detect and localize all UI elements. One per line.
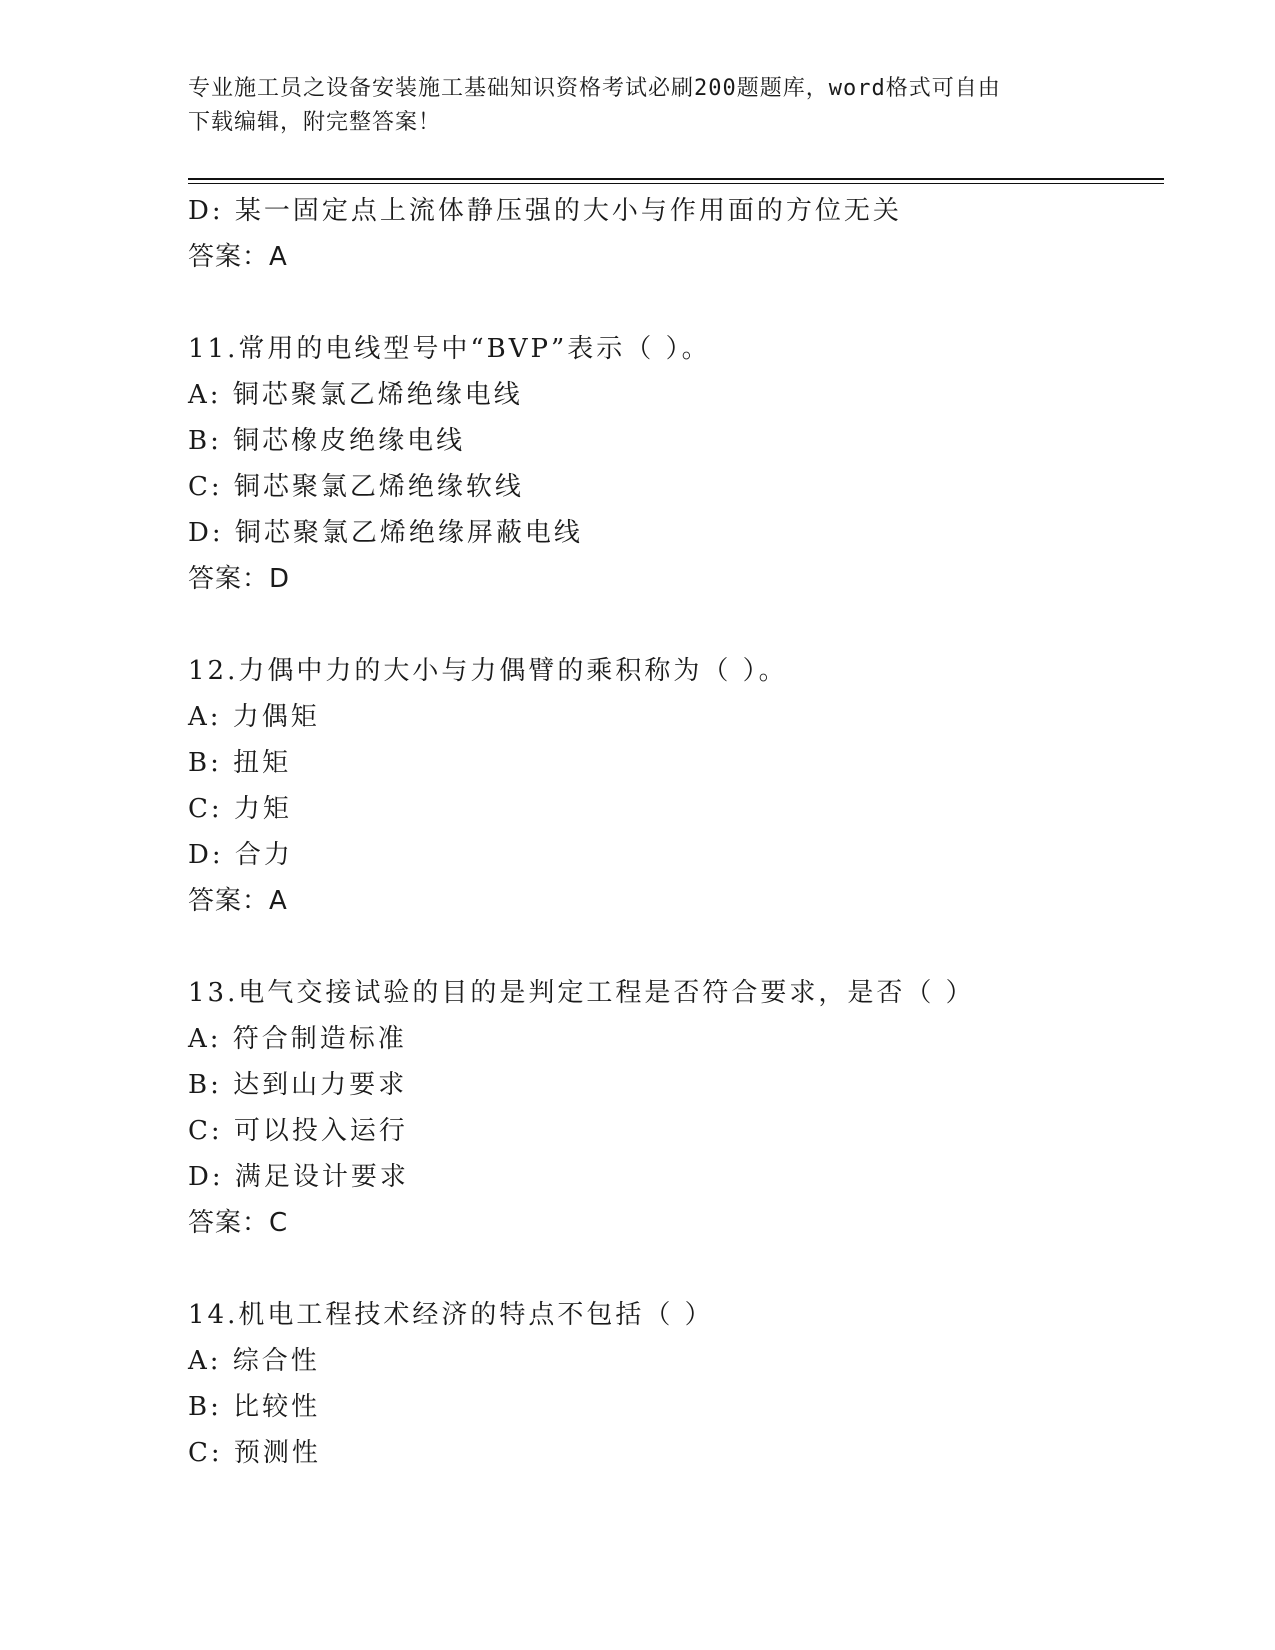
question-12-option-a: A: 力偶矩 bbox=[188, 702, 320, 732]
question-11-title: 11.常用的电线型号中“BVP”表示（ ）。 bbox=[188, 334, 711, 364]
question-13-option-a: A: 符合制造标准 bbox=[188, 1024, 407, 1054]
document-header bbox=[188, 72, 1088, 140]
header-line-2: 下载编辑，附完整答案！ bbox=[188, 110, 442, 135]
question-12-title: 12.力偶中力的大小与力偶臂的乘积称为（ ）。 bbox=[188, 656, 788, 686]
question-13-option-c: C: 可以投入运行 bbox=[188, 1116, 408, 1146]
q10-answer: 答案：A bbox=[188, 242, 288, 272]
question-11-option-c: C: 铜芯聚氯乙烯绝缘软线 bbox=[188, 472, 524, 502]
spacer bbox=[188, 602, 1164, 648]
question-11-option-d: D: 铜芯聚氯乙烯绝缘屏蔽电线 bbox=[188, 518, 583, 548]
question-13-option-d: D: 满足设计要求 bbox=[188, 1162, 409, 1192]
question-11-option-a: A: 铜芯聚氯乙烯绝缘电线 bbox=[188, 380, 523, 410]
question-13-option-b: B: 达到山力要求 bbox=[188, 1070, 408, 1100]
question-13-answer: 答案：C bbox=[188, 1208, 289, 1238]
spacer bbox=[188, 280, 1164, 326]
question-11-answer: 答案：D bbox=[188, 564, 291, 594]
question-14-option-c: C: 预测性 bbox=[188, 1438, 321, 1468]
header-line-1: 专业施工员之设备安装施工基础知识资格考试必刷200题题库，word格式可自由 bbox=[188, 76, 1001, 101]
question-13-title: 13.电气交接试验的目的是判定工程是否符合要求，是否（ ） bbox=[188, 978, 975, 1008]
spacer bbox=[188, 924, 1164, 970]
q10-option-d: D: 某一固定点上流体静压强的大小与作用面的方位无关 bbox=[188, 196, 902, 226]
question-14-option-a: A: 综合性 bbox=[188, 1346, 320, 1376]
question-14-option-b: B: 比较性 bbox=[188, 1392, 321, 1422]
question-12-option-d: D: 合力 bbox=[188, 840, 293, 870]
question-14-title: 14.机电工程技术经济的特点不包括（ ） bbox=[188, 1300, 714, 1330]
question-11-option-b: B: 铜芯橡皮绝缘电线 bbox=[188, 426, 466, 456]
question-list bbox=[188, 188, 1164, 1476]
question-12-option-c: C: 力矩 bbox=[188, 794, 292, 824]
question-12-answer: 答案：A bbox=[188, 886, 288, 916]
spacer bbox=[188, 1246, 1164, 1292]
header-divider-thin bbox=[188, 183, 1164, 184]
question-12-option-b: B: 扭矩 bbox=[188, 748, 292, 778]
header-divider-thick bbox=[188, 178, 1164, 180]
